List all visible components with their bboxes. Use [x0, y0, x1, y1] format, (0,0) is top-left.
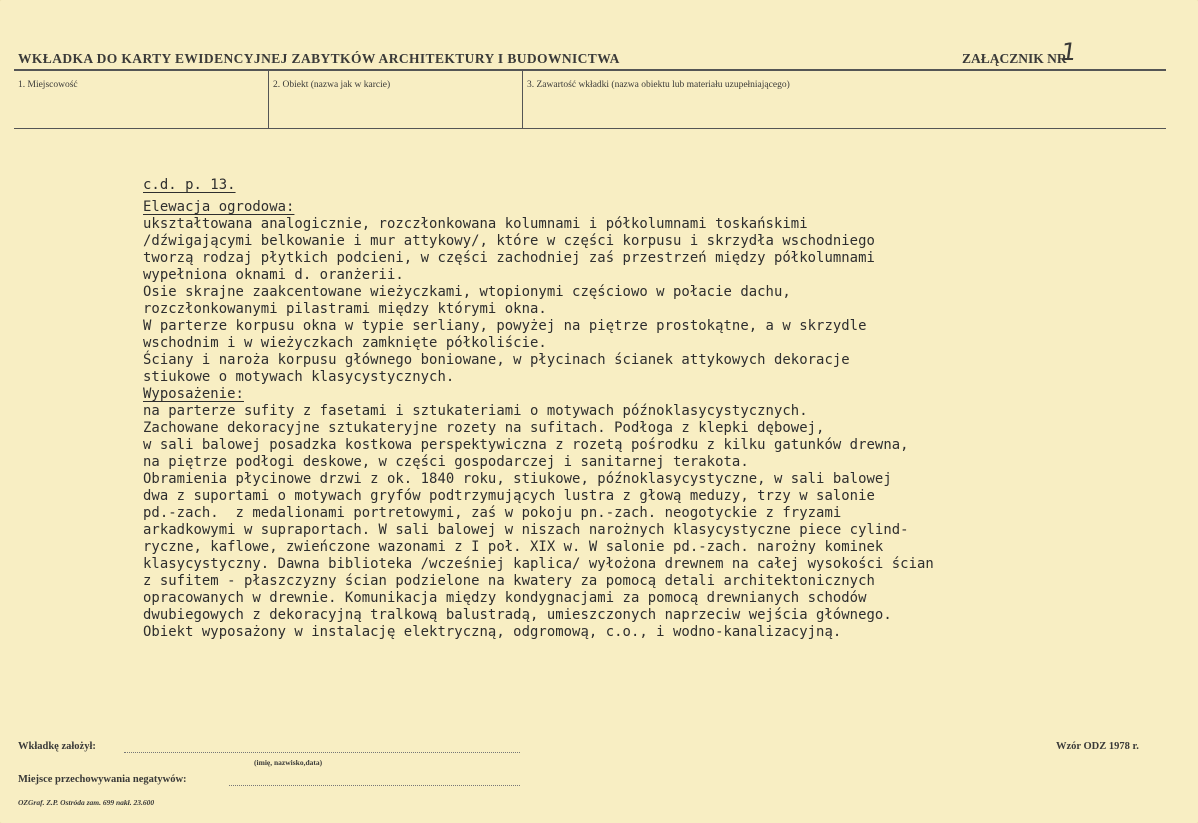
text-line: pd.-zach. z medalionami portretowymi, zaś w pokoju pn.-zach. neogotyckie z fryzami [143, 505, 842, 521]
contents-field-label: 3. Zawartość wkładki (nazwa obiektu lub materiału uzupełniającego) [527, 80, 790, 90]
continuation-note: c.d. p. 13. [143, 177, 236, 193]
text-line: ryczne, kaflowe, zwieńczone wazonami z I poł. XIX w. W salonie pd.-zach. narożny kominek [143, 539, 884, 555]
text-line: w sali balowej posadzka kostkowa perspektywiczna z rozetą pośrodku z kilku gatunków drewna, [143, 437, 909, 453]
text-line: na parterze sufity z fasetami i sztukateriami o motywach późnoklasycystycznych. [143, 403, 808, 419]
text-line: Obramienia płycinowe drzwi z ok. 1840 roku, stiukowe, późnoklasycystyczne, w sali balowej [143, 471, 892, 487]
section-heading-garden-elevation: Elewacja ogrodowa: [143, 199, 295, 215]
text-line: arkadkowymi w supraportach. W sali balowej w niszach narożnych klasycystyczne piece cylind- [143, 522, 909, 538]
field-divider-2 [522, 71, 523, 129]
negatives-location-label: Miejsce przechowywania negatywów: [18, 774, 187, 785]
field-divider-1 [268, 71, 269, 129]
text-line: dwa z suportami o motywach gryfów podtrzymujących lustra z głową meduzy, trzy w salonie [143, 488, 875, 504]
inserted-by-hint: (imię, nazwisko,data) [254, 758, 323, 767]
text-line: dwubiegowych z dekoracyjną tralkową balustradą, umieszczonych naprzeciw wejścia głównego. [143, 607, 892, 623]
text-line: tworzą rodzaj płytkich podcieni, w części zachodniej zaś przestrzeń między półkolumnami [143, 250, 875, 266]
text-line: rozczłonkowanymi pilastrami między którymi okna. [143, 301, 547, 317]
object-field-label: 2. Obiekt (nazwa jak w karcie) [273, 80, 391, 90]
text-line: na piętrze podłogi deskowe, w części gospodarczej i sanitarnej terakota. [143, 454, 749, 470]
text-line: stiukowe o motywach klasycystycznych. [143, 369, 455, 385]
form-model: Wzór ODZ 1978 r. [1056, 741, 1139, 752]
text-line: wschodnim i w wieżyczkach zamknięte półkoliście. [143, 335, 547, 351]
section-heading-furnishings: Wyposażenie: [143, 386, 244, 402]
text-line: W parterze korpusu okna w typie serliany, powyżej na piętrze prostokątne, a w skrzydle [143, 318, 867, 334]
text-line: Obiekt wyposażony w instalację elektryczną, odgromową, c.o., i wodno-kanalizacyjną. [143, 624, 842, 640]
locality-field-label: 1. Miejscowość [18, 80, 78, 90]
text-line: ukształtowana analogicznie, rozczłonkowana kolumnami i półkolumnami toskańskimi [143, 216, 808, 232]
text-line: Zachowane dekoracyjne sztukateryjne rozety na sufitach. Podłoga z klepki dębowej, [143, 420, 825, 436]
text-line: wypełniona oknami d. oranżerii. [143, 267, 404, 283]
print-info: OZGraf. Z.P. Ostróda zam. 699 nakł. 23.600 [18, 798, 155, 807]
field-bottom-rule [14, 128, 1166, 129]
attachment-number: 1 [1059, 38, 1079, 66]
inserted-by-label: Wkładkę założył: [18, 741, 96, 752]
text-line: opracowanych w drewnie. Komunikacja między kondygnacjami za pomocą drewnianych schodów [143, 590, 867, 606]
form-title: WKŁADKA DO KARTY EWIDENCYJNEJ ZABYTKÓW ARCHITEKTURY I BUDOWNICTWA [18, 51, 620, 66]
text-line: klasycystyczny. Dawna biblioteka /wcześniej kaplica/ wyłożona drewnem na całej wysokości ścian [143, 556, 934, 572]
text-line: z sufitem - płaszczyzny ścian podzielone na kwatery za pomocą detali architektonicznych [143, 573, 875, 589]
negatives-location-line [229, 785, 520, 786]
text-line: /dźwigającymi belkowanie i mur attykowy/, które w części korpusu i skrzydła wschodniego [143, 233, 875, 249]
text-line: Ściany i naroża korpusu głównego boniowane, w płycinach ścianek attykowych dekoracje [143, 352, 850, 368]
attachment-label: ZAŁĄCZNIK NR [962, 51, 1067, 66]
text-line: Osie skrajne zaakcentowane wieżyczkami, wtopionymi częściowo w połacie dachu, [143, 284, 791, 300]
header-rule [14, 69, 1166, 71]
inserted-by-line [124, 752, 520, 753]
